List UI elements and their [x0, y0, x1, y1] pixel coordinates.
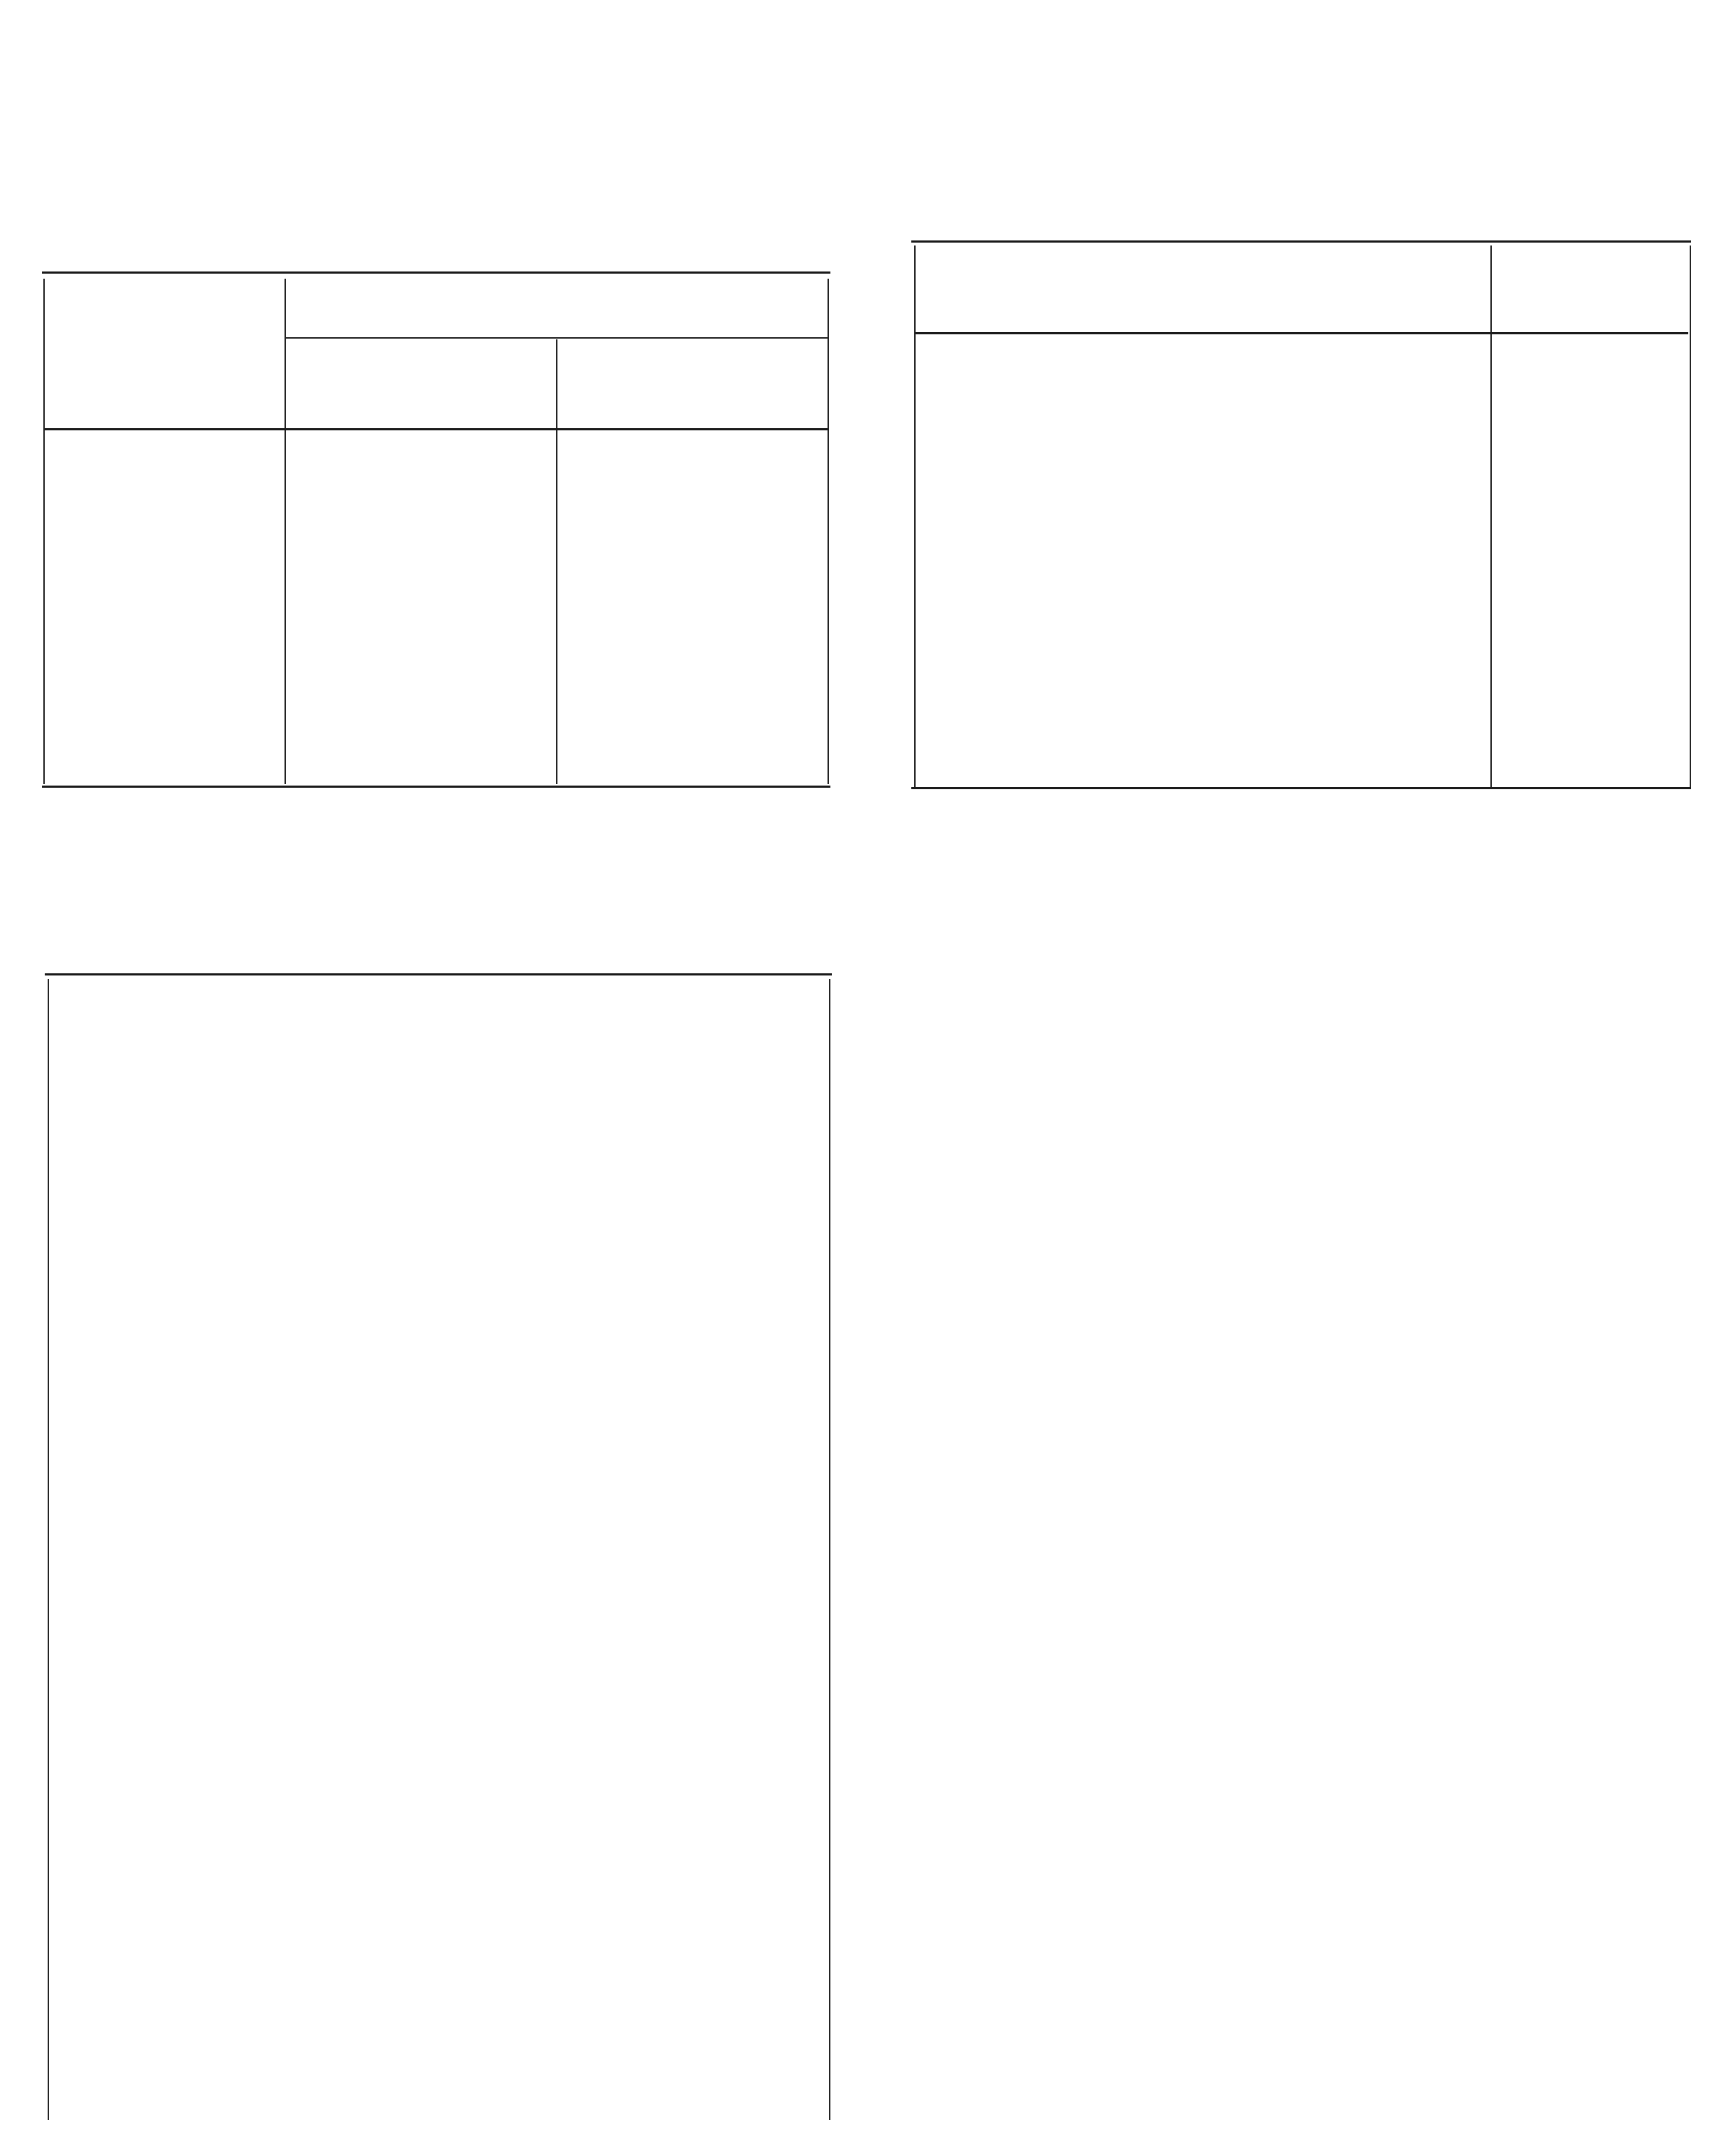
- table-85-subheader-rule: [286, 337, 828, 339]
- table-85-header-rule: [45, 428, 828, 430]
- table-87-left-border: [48, 979, 49, 2120]
- table-86-bottom-rule: [911, 787, 1691, 789]
- table-85-col-divider-1: [285, 279, 286, 784]
- table-86-right-border: [1690, 245, 1691, 787]
- table-87-top-rule: [45, 973, 832, 975]
- table-86-col-divider: [1490, 245, 1492, 787]
- table-86-left-border: [914, 245, 916, 787]
- table-85-left-border: [43, 279, 45, 784]
- table-87-right-border: [829, 979, 830, 2120]
- table-85-col-divider-2: [556, 339, 557, 784]
- table-86-header-rule: [916, 332, 1688, 334]
- table-85-right-border: [828, 279, 829, 784]
- table-85-bottom-rule: [42, 786, 830, 788]
- table-85-top-rule: [42, 271, 830, 274]
- table-86-top-rule: [911, 240, 1691, 243]
